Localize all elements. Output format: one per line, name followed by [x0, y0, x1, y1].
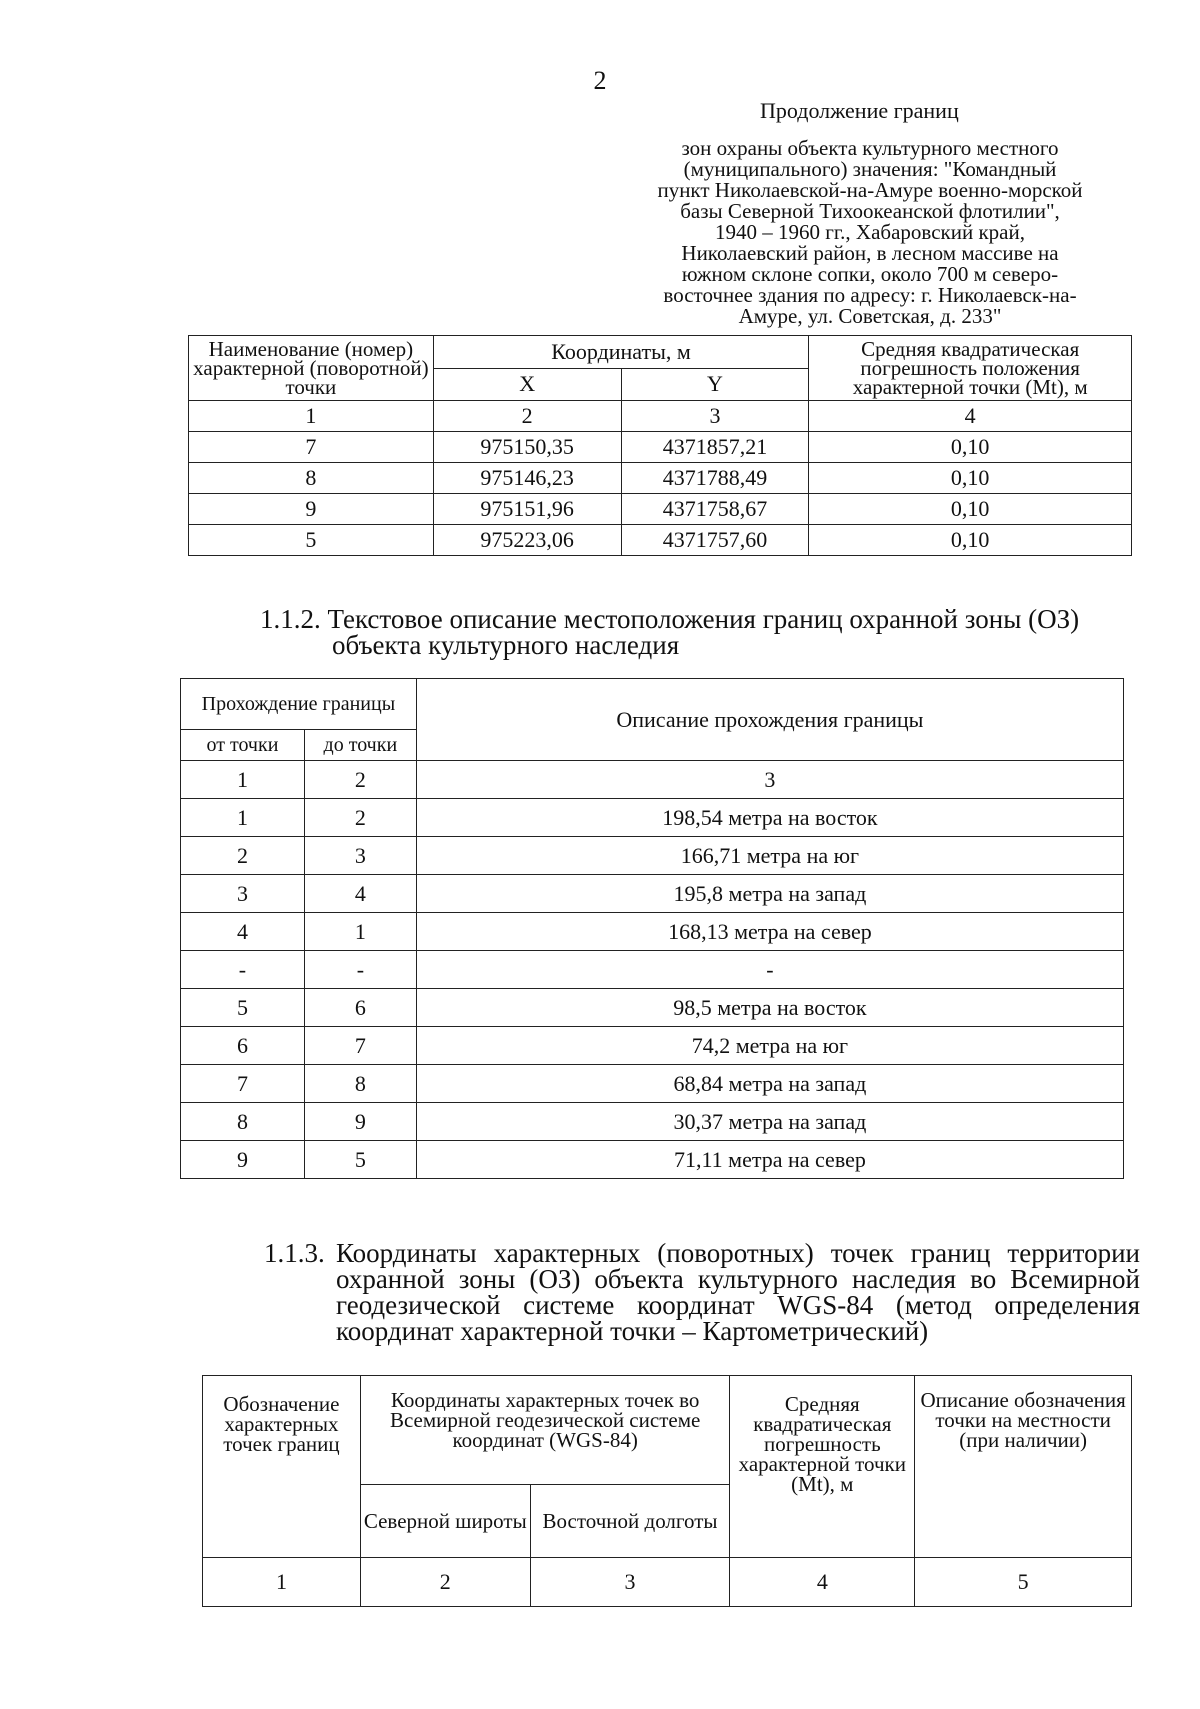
header-to-point: до точки — [304, 730, 416, 761]
index-cell: 1 — [203, 1558, 361, 1607]
table-row — [181, 951, 1124, 989]
header-from-point: от точки — [181, 730, 305, 761]
table-row — [181, 1141, 1124, 1179]
table-row — [189, 494, 1132, 525]
header-point-name: Наименование (номер) характерной (поворотной) точки — [189, 336, 434, 401]
table-row — [181, 1065, 1124, 1103]
x-cell: 975151,96 — [433, 494, 621, 525]
to-cell: 2 — [304, 799, 416, 837]
header-north-latitude: Северной широты — [360, 1485, 530, 1558]
y-cell: 4371857,21 — [621, 432, 809, 463]
coordinates-table — [188, 335, 1132, 556]
header-location-description: Описание обозначения точки на местности (при наличии) — [915, 1376, 1132, 1558]
description-cell: 168,13 метра на север — [416, 913, 1123, 951]
description-cell: 30,37 метра на запад — [416, 1103, 1123, 1141]
index-cell: 4 — [809, 401, 1132, 432]
from-cell: 6 — [181, 1027, 305, 1065]
index-cell: 4 — [730, 1558, 915, 1607]
continuation-title: Продолжение границ — [760, 98, 959, 123]
index-row — [189, 401, 1132, 432]
zone-description: зон охраны объекта культурного местного (муниципального) значения: "Командный пункт Николаевской-на-Амуре военно-морской базы Северной Тихоокеанской флотилии", 1940 – 1960 гг., Хабаровский край, Николаевский район, в лесном массиве на южном склоне сопки, около 700 м северо- восточнее здания по адресу: г. Николаевск-на- Амуре, ул. Советская, д. 233" — [657, 136, 1083, 328]
error-cell: 0,10 — [809, 432, 1132, 463]
page-number: 2 — [593, 66, 607, 95]
index-cell: 2 — [433, 401, 621, 432]
table-row — [189, 525, 1132, 556]
to-cell: 6 — [304, 989, 416, 1027]
table-row — [189, 463, 1132, 494]
index-cell: 3 — [416, 761, 1123, 799]
header-y: Y — [621, 368, 809, 401]
header-description: Описание прохождения границы — [416, 679, 1123, 761]
from-cell: 2 — [181, 837, 305, 875]
to-cell: 5 — [304, 1141, 416, 1179]
table-row — [181, 1103, 1124, 1141]
y-cell: 4371758,67 — [621, 494, 809, 525]
table-row — [189, 432, 1132, 463]
index-cell: 1 — [181, 761, 305, 799]
section-113-heading — [264, 1240, 1140, 1344]
table-row — [181, 875, 1124, 913]
description-cell: 98,5 метра на восток — [416, 989, 1123, 1027]
table-row — [181, 799, 1124, 837]
description-cell: 198,54 метра на восток — [416, 799, 1123, 837]
header-coordinates: Координаты, м — [433, 336, 809, 369]
section-112-line2: объекта культурного наследия — [332, 630, 680, 660]
index-cell: 2 — [304, 761, 416, 799]
from-cell: 4 — [181, 913, 305, 951]
x-cell: 975223,06 — [433, 525, 621, 556]
section-113-number: 1.1.3. — [264, 1238, 325, 1268]
description-cell: 166,71 метра на юг — [416, 837, 1123, 875]
description-cell: 68,84 метра на запад — [416, 1065, 1123, 1103]
to-cell: 7 — [304, 1027, 416, 1065]
to-cell: 3 — [304, 837, 416, 875]
to-cell: 9 — [304, 1103, 416, 1141]
table-row — [181, 989, 1124, 1027]
wgs84-coordinates-table — [202, 1375, 1132, 1607]
header-passage: Прохождение границы — [181, 679, 417, 730]
to-cell: 4 — [304, 875, 416, 913]
header-designation: Обозначение характерных точек границ — [203, 1376, 361, 1558]
point-cell: 8 — [189, 463, 434, 494]
point-cell: 9 — [189, 494, 434, 525]
to-cell: 8 — [304, 1065, 416, 1103]
error-cell: 0,10 — [809, 494, 1132, 525]
from-cell: - — [181, 951, 305, 989]
from-cell: 3 — [181, 875, 305, 913]
section-113-text: Координаты характерных (поворотных) точек границ территории охранной зоны (ОЗ) объекта культурного наследия во Всемирной геодезической системе координат WGS-84 (метод определения координат характерной точки – Картометрический) — [336, 1238, 1140, 1346]
section-112-number: 1.1.2. — [260, 604, 321, 634]
description-cell: - — [416, 951, 1123, 989]
section-112-line1: Текстовое описание местоположения границ охранной зоны (ОЗ) — [327, 604, 1080, 634]
from-cell: 5 — [181, 989, 305, 1027]
error-cell: 0,10 — [809, 463, 1132, 494]
description-cell: 71,11 метра на север — [416, 1141, 1123, 1179]
to-cell: 1 — [304, 913, 416, 951]
header-mean-error: Средняя квадратическая погрешность положения характерной точки (Mt), м — [809, 336, 1132, 401]
from-cell: 8 — [181, 1103, 305, 1141]
section-112-heading — [260, 606, 1079, 658]
x-cell: 975150,35 — [433, 432, 621, 463]
table-row — [181, 837, 1124, 875]
point-cell: 7 — [189, 432, 434, 463]
from-cell: 7 — [181, 1065, 305, 1103]
table-row — [181, 1027, 1124, 1065]
point-cell: 5 — [189, 525, 434, 556]
y-cell: 4371757,60 — [621, 525, 809, 556]
description-cell: 195,8 метра на запад — [416, 875, 1123, 913]
from-cell: 1 — [181, 799, 305, 837]
index-row — [181, 761, 1124, 799]
index-cell: 3 — [621, 401, 809, 432]
index-cell: 1 — [189, 401, 434, 432]
header-wgs84-coordinates: Координаты характерных точек во Всемирной геодезической системе координат (WGS-84) — [360, 1376, 729, 1485]
to-cell: - — [304, 951, 416, 989]
from-cell: 9 — [181, 1141, 305, 1179]
y-cell: 4371788,49 — [621, 463, 809, 494]
index-cell: 2 — [360, 1558, 530, 1607]
error-cell: 0,10 — [809, 525, 1132, 556]
index-row — [203, 1558, 1132, 1607]
index-cell: 3 — [530, 1558, 730, 1607]
header-x: X — [433, 368, 621, 401]
header-mean-error: Средняя квадратическая погрешность характерной точки (Mt), м — [730, 1376, 915, 1558]
header-east-longitude: Восточной долготы — [530, 1485, 730, 1558]
index-cell: 5 — [915, 1558, 1132, 1607]
description-cell: 74,2 метра на юг — [416, 1027, 1123, 1065]
boundary-description-table — [180, 678, 1124, 1179]
table-row — [181, 913, 1124, 951]
x-cell: 975146,23 — [433, 463, 621, 494]
